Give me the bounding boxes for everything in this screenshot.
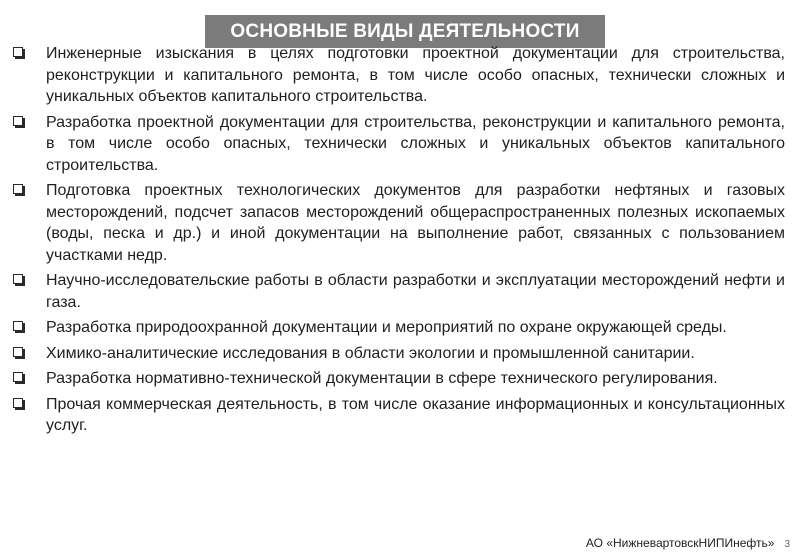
slide-title: ОСНОВНЫЕ ВИДЫ ДЕЯТЕЛЬНОСТИ <box>205 15 605 48</box>
list-item <box>10 270 785 313</box>
checkbox-bullet-icon <box>13 398 23 408</box>
list-item <box>10 368 785 390</box>
checkbox-bullet-icon <box>13 274 23 284</box>
company-name: АО «НижневартовскНИПИнефть» <box>585 536 775 550</box>
list-item-text: Разработка природоохранной документации и мероприятий по охране окружающей среды. <box>46 319 727 336</box>
list-item <box>10 394 785 437</box>
checkbox-bullet-icon <box>13 184 23 194</box>
list-item <box>10 180 785 266</box>
list-item-text: Разработка нормативно-технической документации в сфере технического регулирования. <box>46 370 718 387</box>
checkbox-bullet-icon <box>13 47 23 57</box>
checkbox-bullet-icon <box>13 347 23 357</box>
page-number: 3 <box>784 539 790 550</box>
list-item <box>10 43 785 108</box>
list-item-text: Прочая коммерческая деятельность, в том числе оказание информационных и консультационных услуг. <box>46 395 785 434</box>
list-item-text: Химико-аналитические исследования в области экологии и промышленной санитарии. <box>46 344 695 362</box>
list-item-text: Подготовка проектных технологических документов для разработки нефтяных и газовых месторождений, подсчет запасов месторождений общераспространенных полезных ископаемых (воды, песка и др.) и иной документации на выполнение работ, связанных с пользованием участками недр. <box>46 182 785 264</box>
list-item <box>10 317 785 339</box>
list-item-text: Инженерные изыскания в целях подготовки проектной документации для строительства, реконструкции и капитального ремонта, в том числе особо опасных, технически сложных и уникальных объектов капитального строительства. <box>46 45 785 105</box>
checkbox-bullet-icon <box>13 116 23 126</box>
list-item <box>10 112 785 177</box>
slide-footer <box>586 536 790 550</box>
checkbox-bullet-icon <box>13 321 23 331</box>
list-item-text: Разработка проектной документации для строительства, реконструкции и капитального ремонта, в том числе особо опасных, технически сложных и уникальных объектов капитального строительства. <box>46 113 785 174</box>
checkbox-bullet-icon <box>13 372 23 382</box>
activity-list <box>10 43 785 441</box>
list-item-text: Научно-исследовательские работы в области разработки и эксплуатации месторождений нефти и газа. <box>46 272 785 311</box>
list-item <box>10 343 785 365</box>
